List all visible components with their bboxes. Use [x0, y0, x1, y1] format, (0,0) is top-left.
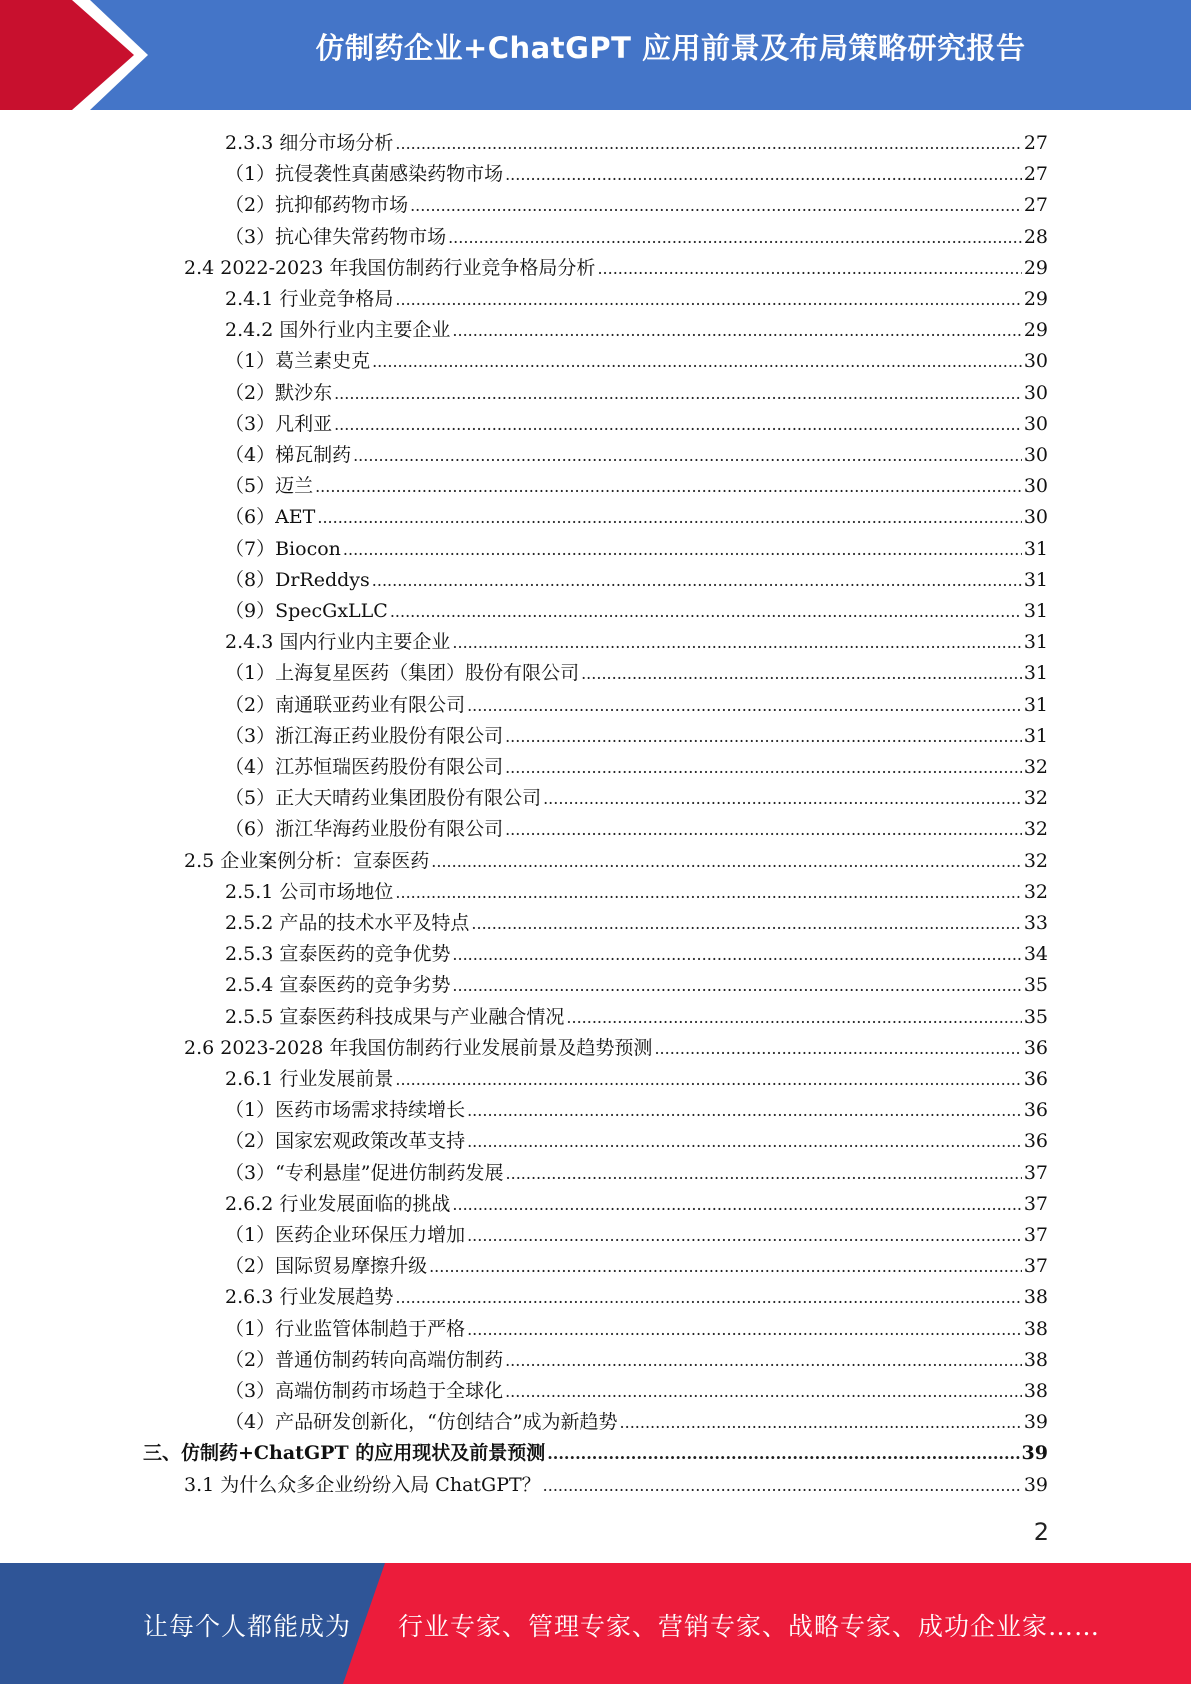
- toc-leader-dots: [395, 877, 1021, 908]
- toc-leader-dots: [467, 1126, 1022, 1157]
- toc-entry-label: 2.4.3 国内行业内主要企业: [225, 631, 451, 653]
- toc-entry-label: 2.5.3 宣泰医药的竞争优势: [225, 943, 451, 965]
- toc-entry-page: 30: [1023, 444, 1048, 466]
- toc-leader-dots: [452, 970, 1021, 1001]
- toc-entry-page: 29: [1023, 257, 1048, 279]
- toc-leader-dots: [597, 253, 1021, 284]
- toc-entry-page: 30: [1023, 350, 1048, 372]
- toc-entry[interactable]: [184, 1033, 1048, 1064]
- toc-entry[interactable]: [225, 440, 1048, 471]
- toc-leader-dots: [429, 1251, 1022, 1282]
- toc-entry-page: 38: [1023, 1380, 1048, 1402]
- toc-entry-label: （8）DrReddys: [225, 569, 370, 591]
- toc-entry-page: 31: [1023, 662, 1048, 684]
- toc-entry-page: 32: [1023, 881, 1048, 903]
- toc-leader-dots: [431, 846, 1022, 877]
- toc-entry[interactable]: [184, 1470, 1048, 1501]
- toc-entry[interactable]: [225, 284, 1048, 315]
- toc-entry-label: 2.4.2 国外行业内主要企业: [225, 319, 451, 341]
- toc-leader-dots: [452, 315, 1021, 346]
- toc-entry[interactable]: [225, 1282, 1048, 1313]
- toc-leader-dots: [334, 409, 1022, 440]
- toc-entry[interactable]: [225, 1345, 1048, 1376]
- toc-entry[interactable]: [225, 1158, 1048, 1189]
- toc-leader-dots: [343, 534, 1022, 565]
- toc-entry-label: （2）普通仿制药转向高端仿制药: [225, 1349, 504, 1371]
- toc-entry-label: （3）“专利悬崖”促进仿制药发展: [225, 1162, 504, 1184]
- toc-leader-dots: [334, 378, 1022, 409]
- toc-entry-label: 2.5 企业案例分析：宣泰医药: [184, 850, 430, 872]
- toc-entry-label: （4）产品研发创新化，“仿创结合”成为新趋势: [225, 1411, 618, 1433]
- toc-entry[interactable]: [225, 471, 1048, 502]
- toc-entry-label: （2）南通联亚药业有限公司: [225, 694, 466, 716]
- page-number: 2: [1033, 1518, 1049, 1546]
- toc-leader-dots: [505, 721, 1022, 752]
- toc-entry[interactable]: [225, 1220, 1048, 1251]
- toc-entry-page: 30: [1023, 382, 1048, 404]
- toc-entry-page: 27: [1023, 194, 1048, 216]
- toc-entry-page: 38: [1023, 1318, 1048, 1340]
- toc-entry-page: 34: [1023, 943, 1048, 965]
- toc-entry[interactable]: [225, 315, 1048, 346]
- toc-entry-label: （1）葛兰素史克: [225, 350, 371, 372]
- toc-leader-dots: [452, 939, 1021, 970]
- toc-leader-dots: [395, 128, 1021, 159]
- toc-entry-label: （2）默沙东: [225, 382, 333, 404]
- toc-entry-page: 28: [1023, 226, 1048, 248]
- toc-entry[interactable]: [225, 1095, 1048, 1126]
- toc-entry[interactable]: [225, 1064, 1048, 1095]
- toc-entry[interactable]: [184, 253, 1048, 284]
- toc-entry[interactable]: [225, 502, 1048, 533]
- toc-entry-page: 27: [1023, 132, 1048, 154]
- toc-entry[interactable]: [225, 346, 1048, 377]
- toc-entry-label: （6）浙江华海药业股份有限公司: [225, 818, 504, 840]
- toc-leader-dots: [372, 346, 1022, 377]
- toc-entry-label: （1）医药市场需求持续增长: [225, 1099, 466, 1121]
- toc-leader-dots: [448, 222, 1022, 253]
- toc-entry[interactable]: [225, 565, 1048, 596]
- toc-entry-page: 35: [1023, 974, 1048, 996]
- toc-entry-page: 39: [1023, 1474, 1048, 1496]
- toc-entry[interactable]: [225, 190, 1048, 221]
- toc-leader-dots: [543, 1470, 1022, 1501]
- toc-leader-dots: [620, 1407, 1022, 1438]
- toc-entry-label: （5）迈兰: [225, 475, 314, 497]
- toc-entry-label: 3.1 为什么众多企业纷纷入局 ChatGPT？: [184, 1474, 541, 1496]
- toc-leader-dots: [315, 471, 1022, 502]
- header-band: [0, 0, 1191, 110]
- toc-entry[interactable]: [225, 222, 1048, 253]
- toc-entry-label: （9）SpecGxLLC: [225, 600, 388, 622]
- toc-entry-label: 2.6.2 行业发展面临的挑战: [225, 1193, 451, 1215]
- toc-entry-label: 2.4.1 行业竞争格局: [225, 288, 394, 310]
- toc-entry-page: 37: [1023, 1162, 1048, 1184]
- footer-slogan-left: 让每个人都能成为: [143, 1612, 352, 1641]
- toc-leader-dots: [395, 284, 1021, 315]
- toc-leader-dots: [471, 908, 1021, 939]
- toc-entry[interactable]: [225, 128, 1048, 159]
- toc-entry[interactable]: [225, 1251, 1048, 1282]
- toc-entry-label: （1）抗侵袭性真菌感染药物市场: [225, 163, 504, 185]
- toc-entry-label: （7）Biocon: [225, 538, 341, 560]
- toc-entry-page: 30: [1023, 475, 1048, 497]
- toc-entry-page: 32: [1023, 787, 1048, 809]
- toc-entry-page: 38: [1023, 1286, 1048, 1308]
- toc-entry-label: 三、仿制药+ChatGPT 的应用现状及前景预测: [143, 1442, 546, 1464]
- toc-entry[interactable]: [225, 721, 1048, 752]
- header-arrow-graphic: [0, 0, 160, 110]
- toc-entry-label: 2.6.3 行业发展趋势: [225, 1286, 394, 1308]
- toc-entry[interactable]: [225, 159, 1048, 190]
- toc-entry[interactable]: [225, 409, 1048, 440]
- toc-entry[interactable]: [225, 627, 1048, 658]
- toc-entry[interactable]: [225, 783, 1048, 814]
- toc-entry-page: 31: [1023, 631, 1048, 653]
- toc-entry[interactable]: [225, 752, 1048, 783]
- toc-entry[interactable]: [225, 939, 1048, 970]
- toc-entry[interactable]: [225, 814, 1048, 845]
- toc-entry[interactable]: [225, 596, 1048, 627]
- toc-leader-dots: [353, 440, 1022, 471]
- toc-entry[interactable]: [225, 1002, 1048, 1033]
- toc-leader-dots: [467, 1095, 1022, 1126]
- toc-entry-page: 32: [1023, 818, 1048, 840]
- toc-entry[interactable]: [225, 1376, 1048, 1407]
- toc-entry-label: （3）高端仿制药市场趋于全球化: [225, 1380, 504, 1402]
- footer-slogan-right: 行业专家、管理专家、营销专家、战略专家、成功企业家……: [398, 1612, 1101, 1641]
- toc-entry-label: 2.5.2 产品的技术水平及特点: [225, 912, 470, 934]
- toc-entry-label: 2.3.3 细分市场分析: [225, 132, 394, 154]
- toc-entry-page: 30: [1023, 506, 1048, 528]
- toc-entry-label: 2.5.5 宣泰医药科技成果与产业融合情况: [225, 1006, 565, 1028]
- toc-entry-page: 32: [1023, 756, 1048, 778]
- toc-entry[interactable]: [225, 1189, 1048, 1220]
- toc-leader-dots: [467, 1220, 1022, 1251]
- toc-entry-label: （6）AET: [225, 506, 316, 528]
- toc-leader-dots: [372, 565, 1022, 596]
- toc-leader-dots: [505, 1345, 1022, 1376]
- toc-entry-page: 31: [1023, 569, 1048, 591]
- toc-entry[interactable]: [184, 846, 1048, 877]
- toc-entry[interactable]: [225, 690, 1048, 721]
- toc-leader-dots: [547, 1438, 1019, 1469]
- toc-entry[interactable]: [225, 1126, 1048, 1157]
- toc-entry-label: （3）抗心律失常药物市场: [225, 226, 447, 248]
- toc-entry-page: 31: [1023, 600, 1048, 622]
- toc-entry-page: 31: [1023, 694, 1048, 716]
- toc-leader-dots: [467, 690, 1022, 721]
- toc-entry-page: 35: [1023, 1006, 1048, 1028]
- toc-entry-label: （2）抗抑郁药物市场: [225, 194, 409, 216]
- toc-entry-label: （3）浙江海正药业股份有限公司: [225, 725, 504, 747]
- toc-entry-label: （4）江苏恒瑞医药股份有限公司: [225, 756, 504, 778]
- toc-leader-dots: [395, 1064, 1021, 1095]
- toc-entry-page: 30: [1023, 413, 1048, 435]
- toc-entry-label: 2.6 2023-2028 年我国仿制药行业发展前景及趋势预测: [184, 1037, 653, 1059]
- toc-entry[interactable]: [225, 877, 1048, 908]
- toc-entry-page: 36: [1023, 1130, 1048, 1152]
- toc-leader-dots: [317, 502, 1021, 533]
- toc-entry-page: 39: [1021, 1442, 1048, 1464]
- toc-leader-dots: [467, 1314, 1022, 1345]
- toc-entry[interactable]: [225, 658, 1048, 689]
- toc-leader-dots: [390, 596, 1022, 627]
- toc-entry[interactable]: [225, 534, 1048, 565]
- toc-entry-page: 29: [1023, 288, 1048, 310]
- toc-entry-label: （3）凡利亚: [225, 413, 333, 435]
- toc-entry-label: 2.6.1 行业发展前景: [225, 1068, 394, 1090]
- toc-entry-page: 32: [1023, 850, 1048, 872]
- toc-entry[interactable]: [225, 1314, 1048, 1345]
- toc-entry-page: 38: [1023, 1349, 1048, 1371]
- toc-entry-label: 2.4 2022-2023 年我国仿制药行业竞争格局分析: [184, 257, 596, 279]
- toc-entry[interactable]: [143, 1438, 1048, 1469]
- toc-entry-label: 2.5.4 宣泰医药的竞争劣势: [225, 974, 451, 996]
- toc-entry-label: （1）上海复星医药（集团）股份有限公司: [225, 662, 580, 684]
- toc-leader-dots: [505, 814, 1022, 845]
- toc-leader-dots: [452, 627, 1021, 658]
- toc-entry-page: 36: [1023, 1037, 1048, 1059]
- toc-entry-page: 37: [1023, 1255, 1048, 1277]
- toc-leader-dots: [505, 1376, 1022, 1407]
- toc-leader-dots: [581, 658, 1022, 689]
- toc-leader-dots: [506, 1158, 1022, 1189]
- toc-entry-page: 37: [1023, 1193, 1048, 1215]
- toc-entry-page: 33: [1023, 912, 1048, 934]
- toc-entry-label: （5）正大天晴药业集团股份有限公司: [225, 787, 542, 809]
- toc-leader-dots: [654, 1033, 1021, 1064]
- toc-entry-label: （1）医药企业环保压力增加: [225, 1224, 466, 1246]
- toc-entry[interactable]: [225, 908, 1048, 939]
- toc-entry-page: 36: [1023, 1099, 1048, 1121]
- toc-entry[interactable]: [225, 970, 1048, 1001]
- toc-entry-label: （1）行业监管体制趋于严格: [225, 1318, 466, 1340]
- toc-leader-dots: [452, 1189, 1021, 1220]
- toc-entry-page: 39: [1023, 1411, 1048, 1433]
- toc-entry-label: 2.5.1 公司市场地位: [225, 881, 394, 903]
- toc-leader-dots: [566, 1002, 1021, 1033]
- toc-entry-label: （2）国家宏观政策改革支持: [225, 1130, 466, 1152]
- footer-band: [0, 1563, 1191, 1684]
- toc-leader-dots: [543, 783, 1022, 814]
- toc-leader-dots: [395, 1282, 1021, 1313]
- report-title: 仿制药企业+ChatGPT 应用前景及布局策略研究报告: [315, 31, 1026, 65]
- toc-entry-page: 36: [1023, 1068, 1048, 1090]
- toc-entry-page: 27: [1023, 163, 1048, 185]
- toc-entry-label: （2）国际贸易摩擦升级: [225, 1255, 428, 1277]
- toc-leader-dots: [505, 159, 1022, 190]
- toc-leader-dots: [505, 752, 1022, 783]
- toc-entry-page: 31: [1023, 538, 1048, 560]
- toc-entry-page: 31: [1023, 725, 1048, 747]
- toc-entry-label: （4）梯瓦制药: [225, 444, 352, 466]
- toc-leader-dots: [410, 190, 1022, 221]
- toc-entry[interactable]: [225, 1407, 1048, 1438]
- toc-entry-page: 37: [1023, 1224, 1048, 1246]
- toc-entry[interactable]: [225, 378, 1048, 409]
- toc-entry-page: 29: [1023, 319, 1048, 341]
